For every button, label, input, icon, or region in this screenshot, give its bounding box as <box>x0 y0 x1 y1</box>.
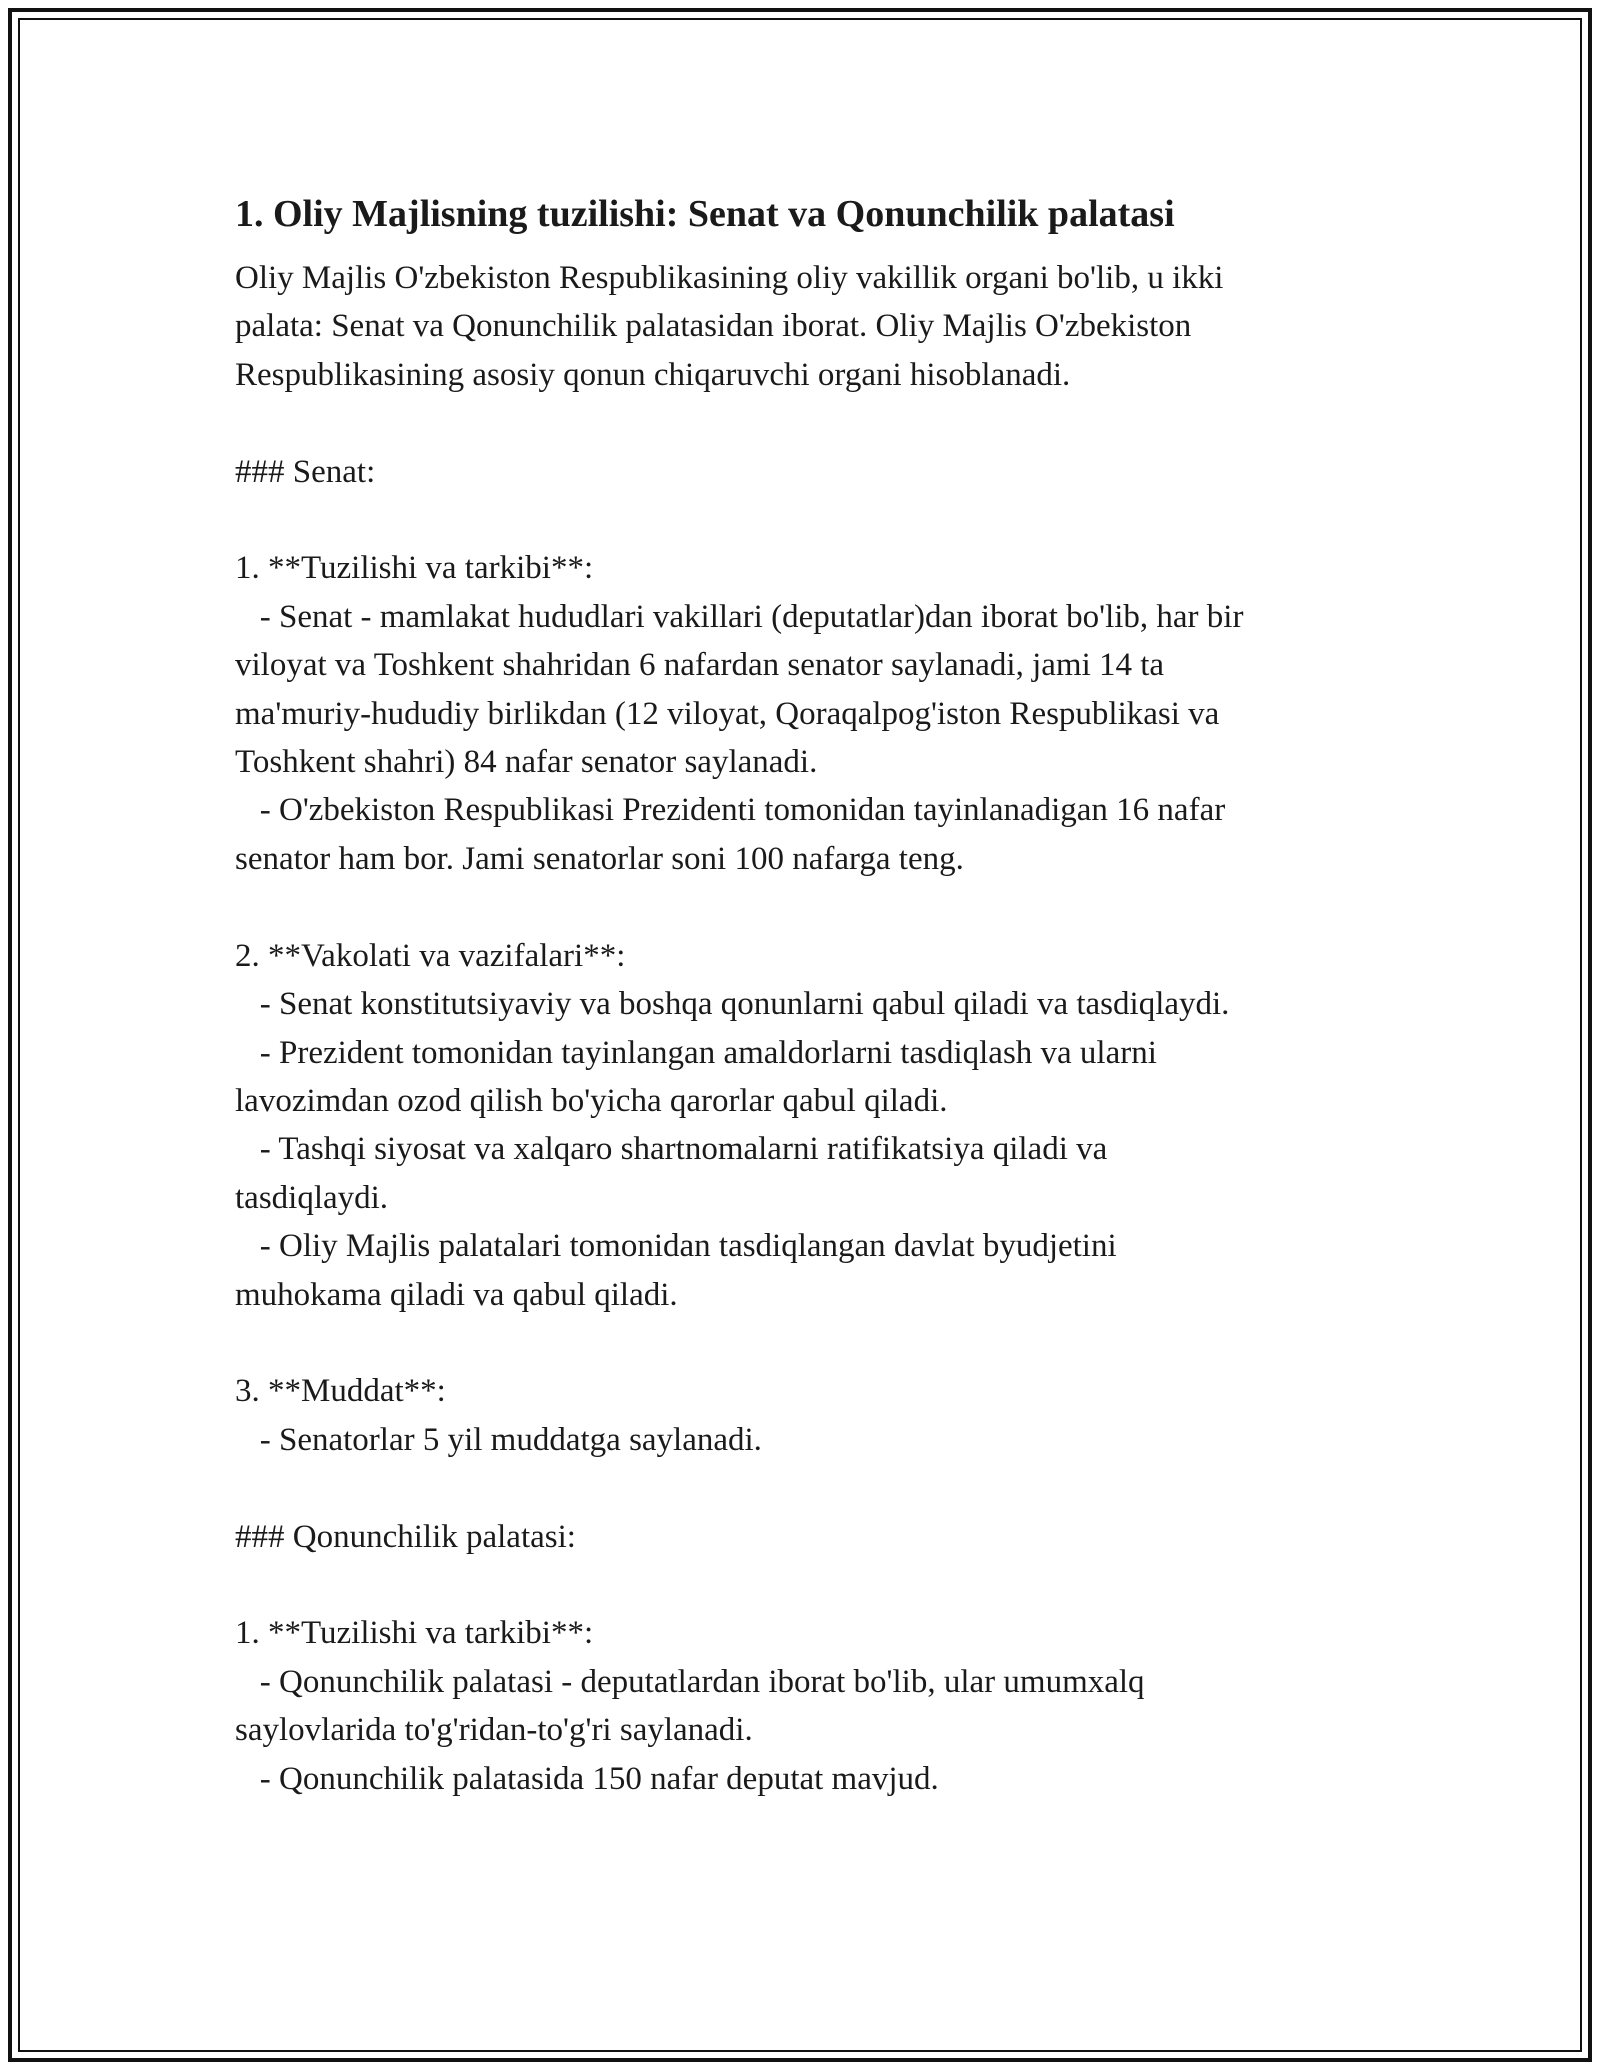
document-title: 1. Oliy Majlisning tuzilishi: Senat va Qonunchilik palatasi <box>235 193 1175 235</box>
document-body: Oliy Majlis O'zbekiston Respublikasining oliy vakillik organi bo'lib, u ikki palata: Senat va Qonunchilik palatasidan iborat. Oliy Majlis O'zbekiston Respublikasining asosiy qonun chiqaruvchi organi hisoblanadi. ### Senat: 1. **Tuzilishi va tarkibi**: - Senat - mamlakat hududlari vakillari (deputatlar)dan iborat bo'lib, har bir viloyat va Toshkent shahridan 6 nafardan senator saylanadi, jami 14 ta ma'muriy-hududiy birlikdan (12 viloyat, Qoraqalpog'iston Respublikasi va Toshkent shahri) 84 nafar senator saylanadi. - O'zbekiston Respublikasi Prezidenti tomonidan tayinlanadigan 16 nafar senator ham bor. Jami senatorlar soni 100 nafarga teng. 2. **Vakolati va vazifalari**: - Senat konstitutsiyaviy va boshqa qonunlarni qabul qiladi va tasdiqlaydi. - Prezident tomonidan tayinlangan amaldorlarni tasdiqlash va ularni lavozimdan ozod qilish bo'yicha qarorlar qabul qiladi. - Tashqi siyosat va xalqaro shartnomalarni ratifikatsiya qiladi va tasdiqlaydi. - Oliy Majlis palatalari tomonidan tasdiqlangan davlat byudjetini muhokama qiladi va qabul qiladi. 3. **Muddat**: - Senatorlar 5 yil muddatga saylanadi. ### Qonunchilik palatasi: 1. **Tuzilishi va tarkibi**: - Qonunchilik palatasi - deputatlardan iborat bo'lib, ular umumxalq saylovlarida to'g'ridan-to'g'ri saylanadi. - Qonunchilik palatasida 150 nafar deputat mavjud. <box>235 260 1244 1797</box>
document-content <box>235 180 1370 1803</box>
